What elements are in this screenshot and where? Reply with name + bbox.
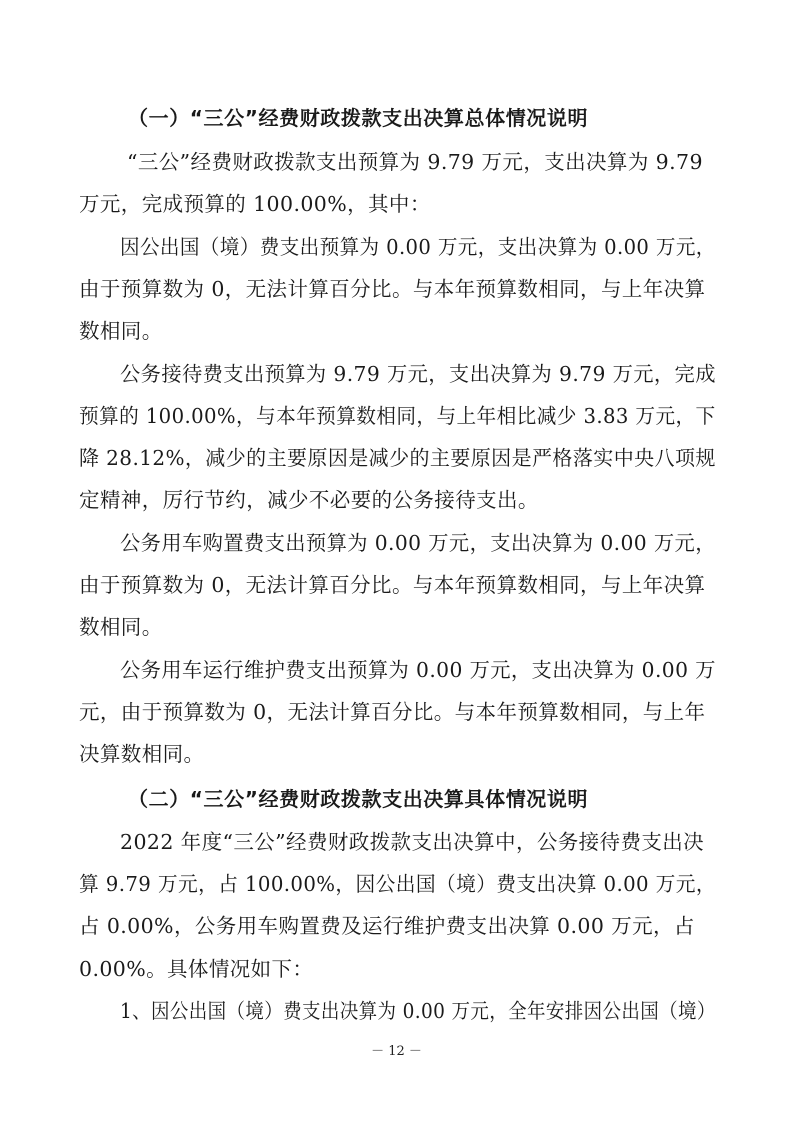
section-1-para-1-line-2: 万元，完成预算的 100.00%，其中： xyxy=(79,192,431,216)
section-1-para-1-line-1: “三公”经费财政拨款支出预算为 9.79 万元，支出决算为 9.79 xyxy=(127,150,703,174)
section-1-para-5-line-1: 公务用车运行维护费支出预算为 0.00 万元，支出决算为 0.00 万 xyxy=(120,658,716,682)
section-1-para-5-line-3: 决算数相同。 xyxy=(79,742,205,766)
section-1-heading: （一）“三公”经费财政拨款支出决算总体情况说明 xyxy=(128,106,589,130)
section-2-para-1-line-3: 占 0.00%，公务用车购置费及运行维护费支出决算 0.00 万元，占 xyxy=(79,914,695,938)
section-1-para-4-line-2: 由于预算数为 0，无法计算百分比。与本年预算数相同，与上年决算 xyxy=(79,573,706,597)
section-1-para-5-line-2: 元，由于预算数为 0，无法计算百分比。与本年预算数相同，与上年 xyxy=(79,700,706,724)
section-2-heading: （二）“三公”经费财政拨款支出决算具体情况说明 xyxy=(128,787,589,811)
section-1-para-2-line-2: 由于预算数为 0，无法计算百分比。与本年预算数相同，与上年决算 xyxy=(79,277,706,301)
section-1-para-3-line-2: 预算的 100.00%，与本年预算数相同，与上年相比减少 3.83 万元，下 xyxy=(79,404,716,428)
section-1-para-3-line-1: 公务接待费支出预算为 9.79 万元，支出决算为 9.79 万元，完成 xyxy=(120,362,716,386)
section-2-para-1-line-4: 0.00%。具体情况如下： xyxy=(79,957,314,981)
section-1-para-2-line-1: 因公出国（境）费支出预算为 0.00 万元，支出决算为 0.00 万元， xyxy=(120,235,716,259)
section-2-para-2-line-1: 1、因公出国（境）费支出决算为 0.00 万元，全年安排因公出国（境） xyxy=(120,999,716,1023)
section-1-para-2-line-3: 数相同。 xyxy=(79,319,163,343)
section-1-para-3-line-3: 降 28.12%，减少的主要原因是减少的主要原因是严格落实中央八项规 xyxy=(79,446,716,470)
page-number: － 12 － xyxy=(371,1044,422,1059)
section-1-para-4-line-1: 公务用车购置费支出预算为 0.00 万元，支出决算为 0.00 万元， xyxy=(120,531,716,555)
section-2-para-1-line-2: 算 9.79 万元，占 100.00%，因公出国（境）费支出决算 0.00 万元， xyxy=(79,872,716,896)
section-2-para-1-line-1: 2022 年度“三公”经费财政拨款支出决算中，公务接待费支出决 xyxy=(120,830,705,854)
section-1-para-4-line-3: 数相同。 xyxy=(79,615,163,639)
section-1-para-3-line-4: 定精神，厉行节约，减少不必要的公务接待支出。 xyxy=(79,488,539,512)
